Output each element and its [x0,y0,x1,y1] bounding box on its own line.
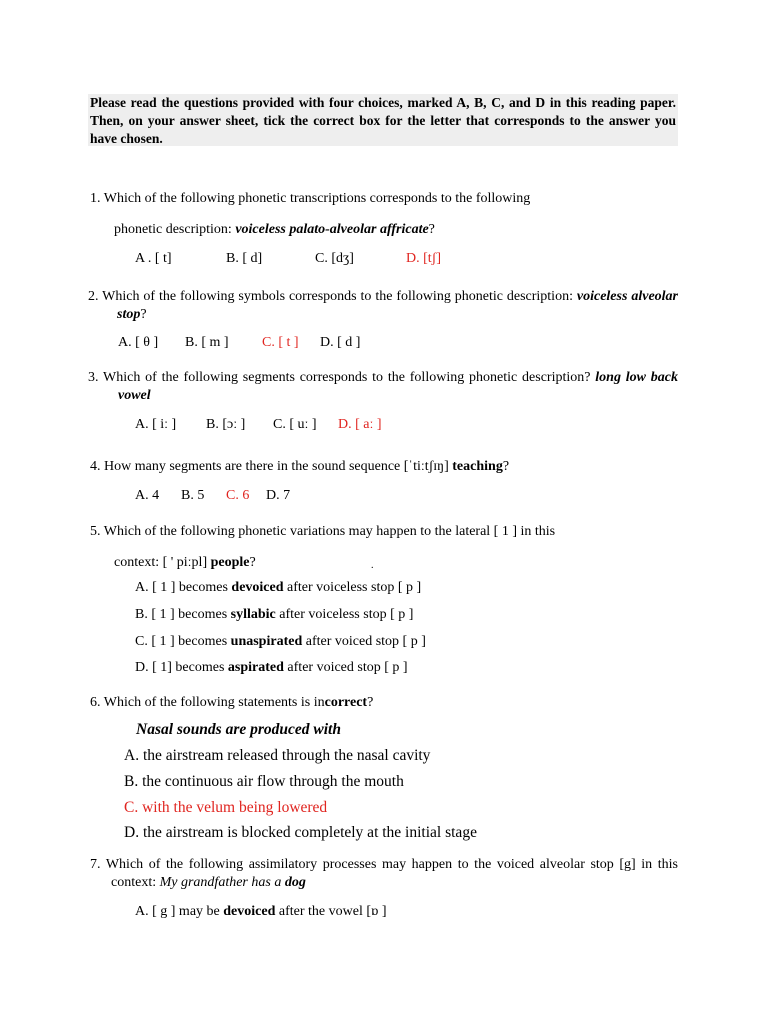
q5a-bold: devoiced [231,580,284,595]
q3-emphasis-1: long low back [595,370,678,385]
q5c-prefix: C. [ 1 ] becomes [135,634,231,649]
q7-line-2 [90,874,678,892]
question-5-line-2 [114,554,256,572]
q5-word: people [210,555,250,570]
q1-desc-suffix: ? [428,222,435,237]
q5d-prefix: D. [ 1] becomes [135,660,228,675]
q5d-bold: aspirated [227,660,284,675]
q4-option-d[interactable]: D. 7 [266,488,291,503]
stray-dot: . [371,560,374,571]
q5b-suffix: after voiceless stop [ p ] [275,607,414,622]
q5b-prefix: B. [ 1 ] becomes [135,607,231,622]
question-1-line-1: 1. Which of the following phonetic transcriptions corresponds to the following [90,191,531,206]
q3-option-c[interactable]: C. [ uː ] [273,417,317,432]
question-2-text [88,288,678,324]
q5-option-d[interactable] [135,660,408,676]
q4-option-a[interactable]: A. 4 [135,488,160,503]
q6-suffix: ? [367,695,374,710]
q5c-suffix: after voiced stop [ p ] [302,634,426,649]
q2-suffix: ? [140,307,147,322]
q4-option-c[interactable]: C. 6 [226,488,250,503]
q6-option-d[interactable]: D. the airstream is blocked completely at the initial stage [124,824,477,841]
q2-emphasis-1: voiceless alveolar [576,289,678,304]
q2-text-prefix: 2. Which of the following symbols corresponds to the following phonetic description: [88,289,577,304]
q4-option-b[interactable]: B. 5 [181,488,205,503]
q6-bold: correct [324,695,368,710]
q3-emphasis-2: vowel [118,388,151,403]
q2-option-a[interactable]: A. [ θ ] [118,335,159,350]
question-5-line-1: 5. Which of the following phonetic variations may happen to the lateral [ 1 ] in this [90,524,556,539]
q3-option-d[interactable]: D. [ aː ] [338,417,382,432]
q6-option-b[interactable]: B. the continuous air flow through the mouth [124,773,404,790]
q2-option-c[interactable]: C. [ t ] [262,335,299,350]
q1-desc-prefix: phonetic description: [114,222,236,237]
q3-option-b[interactable]: B. [ɔː ] [206,417,246,432]
q6-text-prefix: 6. Which of the following statements is in [90,695,325,710]
q2-emphasis-2: stop [117,307,141,322]
q7-option-a[interactable] [135,904,386,920]
q1-desc-emphasis: voiceless palato-alveolar affricate [235,222,429,237]
q6-stem: Nasal sounds are produced with [136,721,341,738]
q7a-prefix: A. [ g ] may be [135,904,224,919]
q3-option-a[interactable]: A. [ iː ] [135,417,177,432]
q2-option-b[interactable]: B. [ m ] [185,335,229,350]
q5b-bold: syllabic [230,607,276,622]
q5a-suffix: after voiceless stop [ p ] [283,580,422,595]
q4-word: teaching [452,459,503,474]
instructions-box [88,94,678,146]
q4-text-prefix: 4. How many segments are there in the sound sequence [ˈtiːtʃɪŋ] [90,459,453,474]
q7-word: dog [284,875,306,890]
q5d-suffix: after voiced stop [ p ] [283,660,408,675]
q3-text-prefix: 3. Which of the following segments corresponds to the following phonetic description? [88,370,596,385]
q1-option-b[interactable]: B. [ d] [226,251,263,266]
q1-option-a[interactable]: A . [ t] [135,251,172,266]
q1-option-c[interactable]: C. [dʒ] [315,251,354,266]
q5-suffix: ? [249,555,256,570]
q1-option-d[interactable]: D. [tʃ] [406,251,441,266]
q5-option-c[interactable] [135,634,426,650]
q2-option-d[interactable]: D. [ d ] [320,335,361,350]
q4-suffix: ? [502,459,510,474]
q6-option-a[interactable]: A. the airstream released through the nasal cavity [124,747,431,764]
q6-option-c[interactable]: C. with the velum being lowered [124,799,328,816]
question-1-line-2 [114,221,435,239]
instructions-text: Please read the questions provided with four choices, marked A, B, C, and D in this reading paper. Then, on your answer sheet, tick the correct box for the letter that corresponds to the answer you have chosen. [90,95,676,146]
q5a-prefix: A. [ 1 ] becomes [135,580,232,595]
q5-option-a[interactable] [135,580,421,596]
question-3-text [88,369,678,405]
question-6-text [90,694,373,712]
q7a-bold: devoiced [223,904,276,919]
q7-sentence: My grandfather has a [159,875,285,890]
q7a-suffix: after the vowel [ɒ ] [275,904,387,919]
q5c-bold: unaspirated [230,634,303,649]
question-7-text [90,856,678,892]
q7-context-prefix: context: [111,875,160,890]
q5-context-prefix: context: [ ' piːpl] [114,555,211,570]
question-4-text [90,458,509,476]
q5-option-b[interactable] [135,607,413,623]
q7-line-1: 7. Which of the following assimilatory processes may happen to the voiced alveolar stop [g] in this [90,857,678,872]
